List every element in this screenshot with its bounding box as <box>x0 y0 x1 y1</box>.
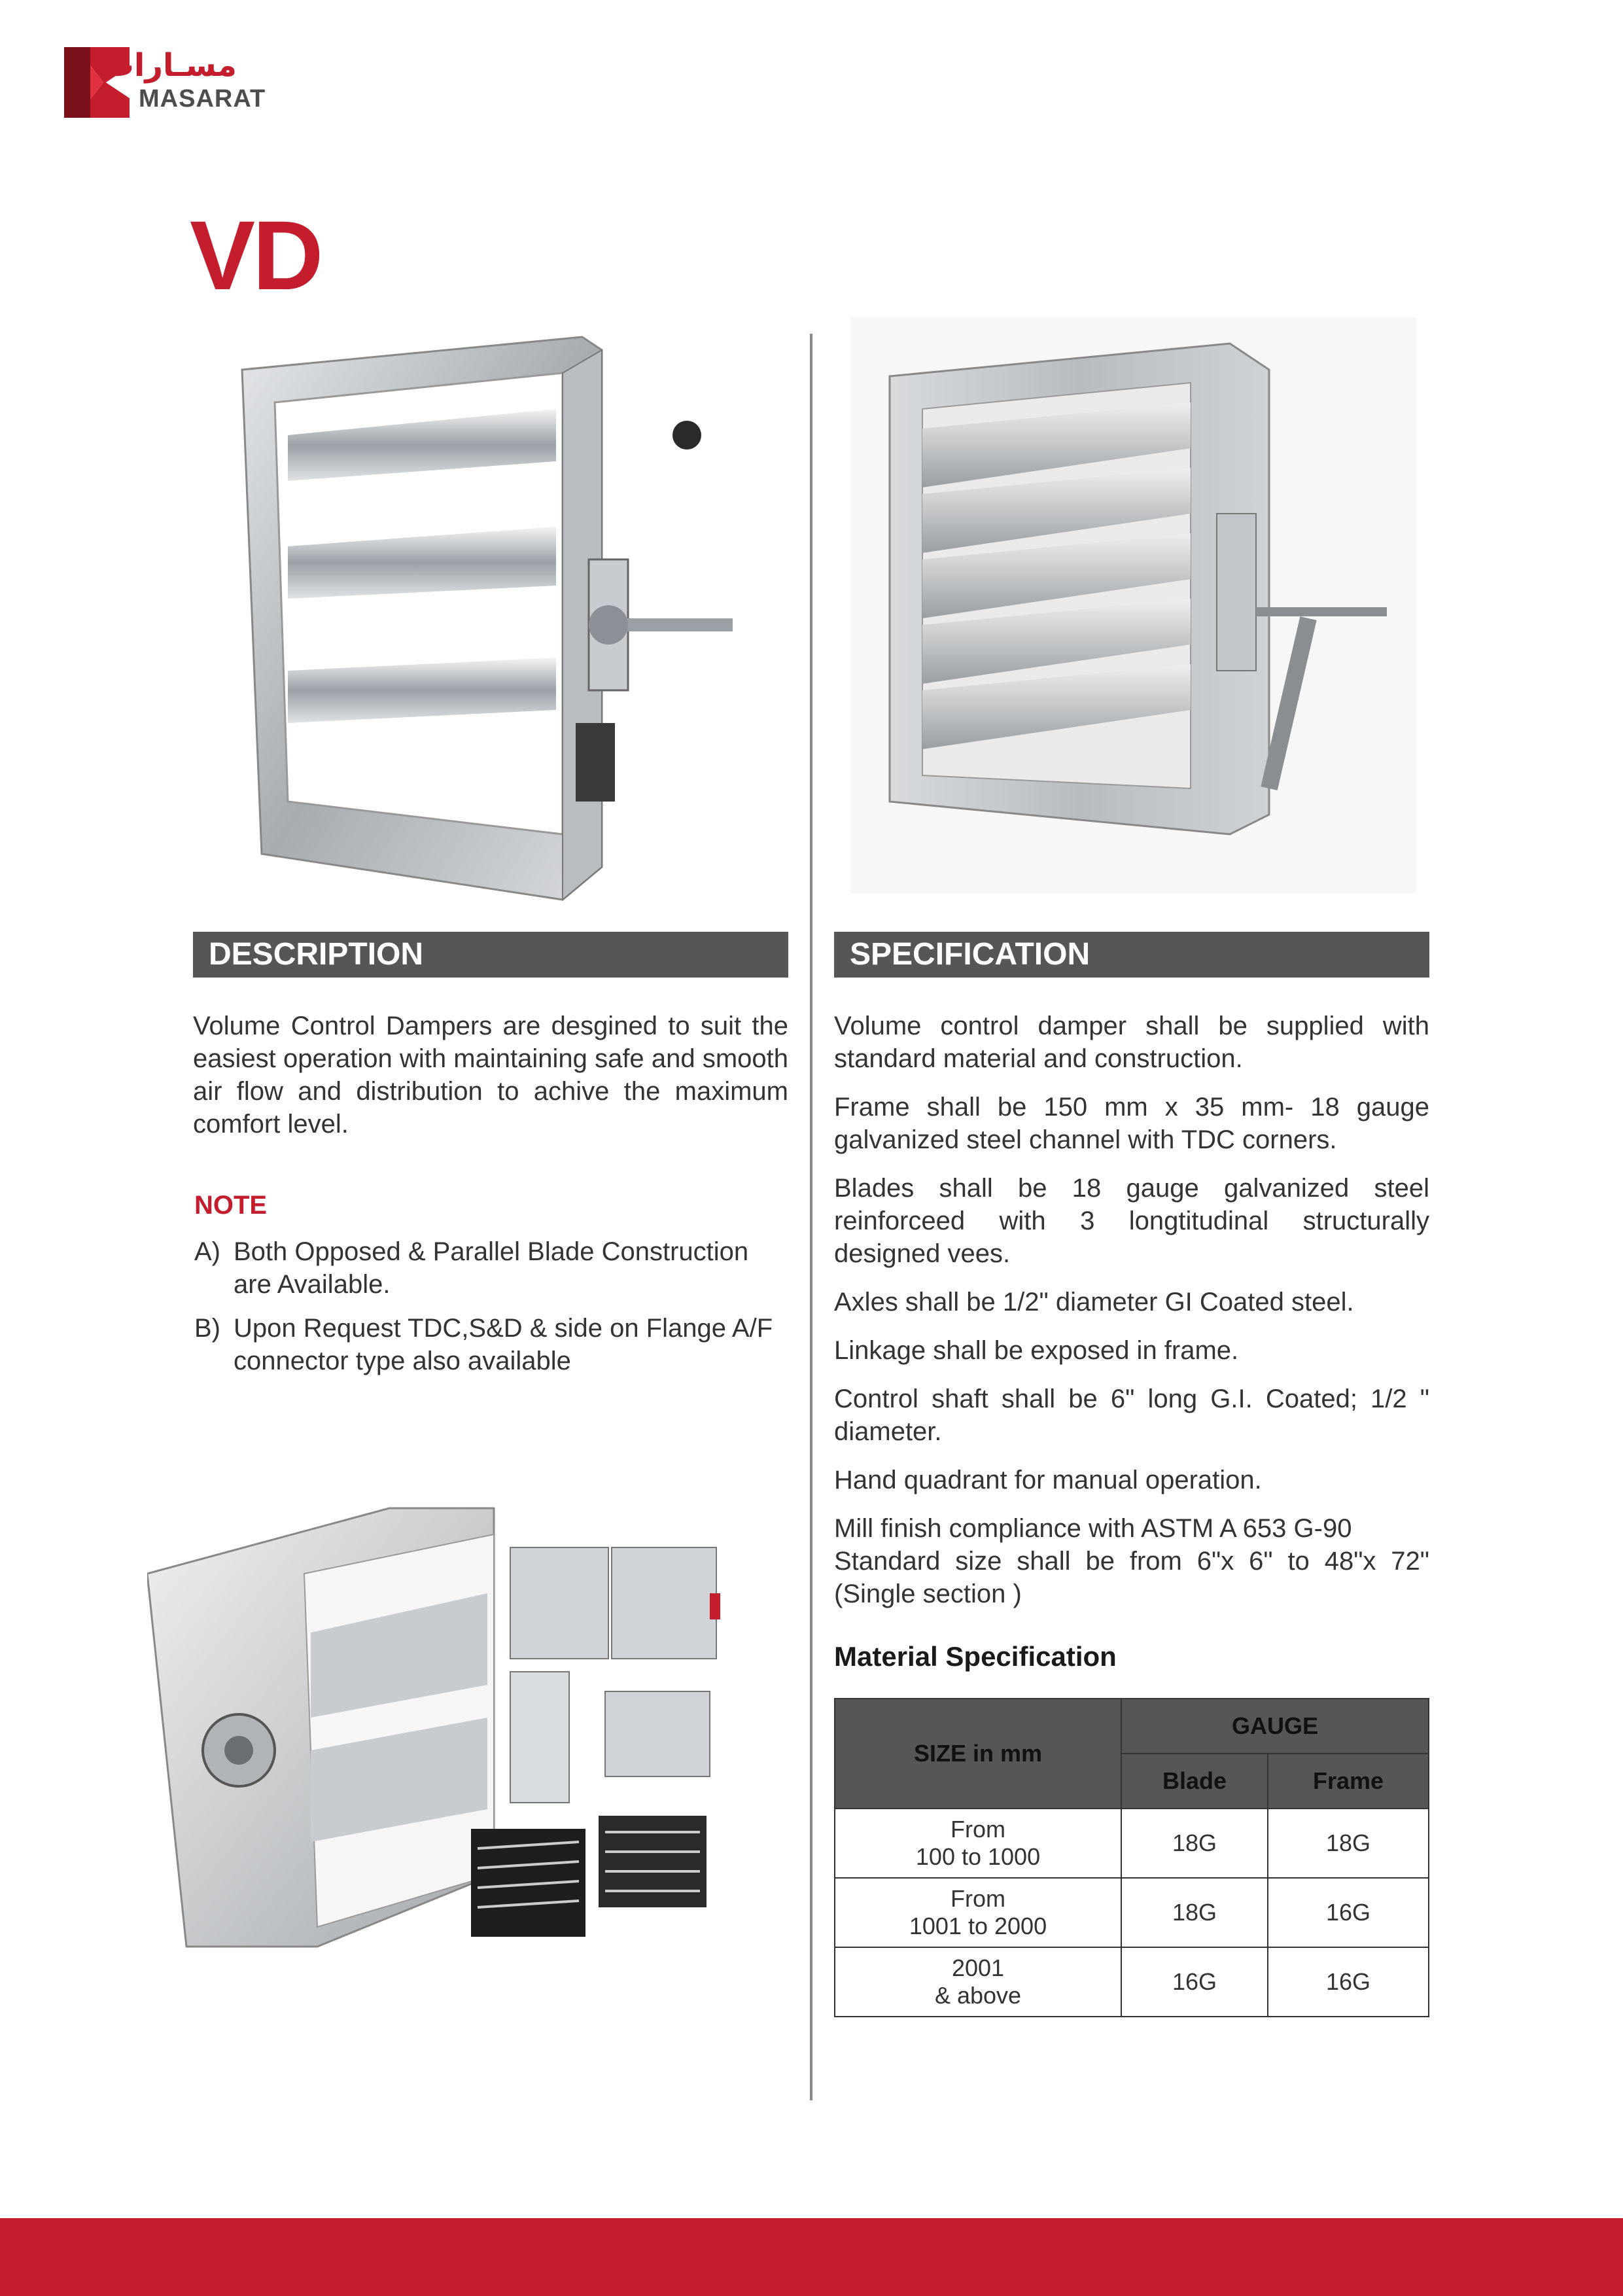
spec-item: Axles shall be 1/2" diameter GI Coated steel. <box>834 1288 1354 1316</box>
page-title: VD <box>190 200 321 310</box>
blade-cell: 18G <box>1121 1809 1268 1878</box>
spec-item: Control shaft shall be 6" long G.I. Coated; 1/2 " diameter. <box>834 1385 1429 1446</box>
spec-item: Mill finish compliance with ASTM A 653 G-90 <box>834 1514 1352 1543</box>
table-row <box>835 1809 1429 1878</box>
damper-photo-opposed-blade <box>236 330 746 906</box>
table-row <box>835 1878 1429 1947</box>
spec-item: Frame shall be 150 mm x 35 mm- 18 gauge galvanized steel channel with TDC corners. <box>834 1093 1429 1154</box>
blade-column-header: Blade <box>1121 1754 1268 1809</box>
frame-cell: 18G <box>1268 1809 1429 1878</box>
note-item-letter: A) <box>194 1237 220 1266</box>
material-spec-heading: Material Specification <box>834 1641 1117 1672</box>
specification-heading: SPECIFICATION <box>834 932 1429 978</box>
brand-logo <box>64 47 266 120</box>
note-item <box>194 1235 783 1301</box>
frame-column-header: Frame <box>1268 1754 1429 1809</box>
table-row <box>835 1947 1429 2017</box>
spec-item: Hand quadrant for manual operation. <box>834 1466 1262 1494</box>
note-item-text: Upon Request TDC,S&D & side on Flange A/F connector type also available <box>234 1314 773 1375</box>
size-column-header: SIZE in mm <box>835 1699 1121 1809</box>
column-divider <box>810 334 812 2100</box>
blade-cell: 18G <box>1121 1878 1268 1947</box>
description-heading: DESCRIPTION <box>193 932 788 978</box>
size-cell: From 100 to 1000 <box>835 1809 1121 1878</box>
spec-item: Blades shall be 18 gauge galvanized steel reinforceed with 3 longtitudinal structurally designed vees. <box>834 1174 1429 1268</box>
blade-cell: 16G <box>1121 1947 1268 2017</box>
size-cell: From 1001 to 2000 <box>835 1878 1121 1947</box>
material-spec-table <box>834 1698 1429 2017</box>
note-item-letter: B) <box>194 1314 220 1343</box>
size-cell: 2001 & above <box>835 1947 1121 2017</box>
brand-name-arabic: مسـارات <box>102 47 237 84</box>
spec-item: Linkage shall be exposed in frame. <box>834 1336 1239 1365</box>
frame-cell: 16G <box>1268 1878 1429 1947</box>
note-item <box>194 1312 783 1377</box>
note-item-text: Both Opposed & Parallel Blade Construction are Available. <box>234 1237 749 1299</box>
gauge-column-header: GAUGE <box>1121 1699 1429 1754</box>
specification-list <box>834 1010 1429 1626</box>
damper-photo-parallel-blade <box>850 317 1417 893</box>
spec-item: Volume control damper shall be supplied with standard material and construction. <box>834 1012 1429 1073</box>
brand-name: MASARAT <box>139 85 266 113</box>
spec-item: Standard size shall be from 6"x 6" to 48"x 72" (Single section ) <box>834 1547 1429 1608</box>
damper-photo-variants <box>147 1502 739 1960</box>
frame-cell: 16G <box>1268 1947 1429 2017</box>
footer-bar <box>0 2218 1623 2296</box>
description-text: Volume Control Dampers are desgined to suit the easiest operation with maintaining safe and smooth air flow and distribution to achive the maximum comfort level. <box>193 1012 788 1139</box>
note-label: NOTE <box>194 1191 268 1220</box>
